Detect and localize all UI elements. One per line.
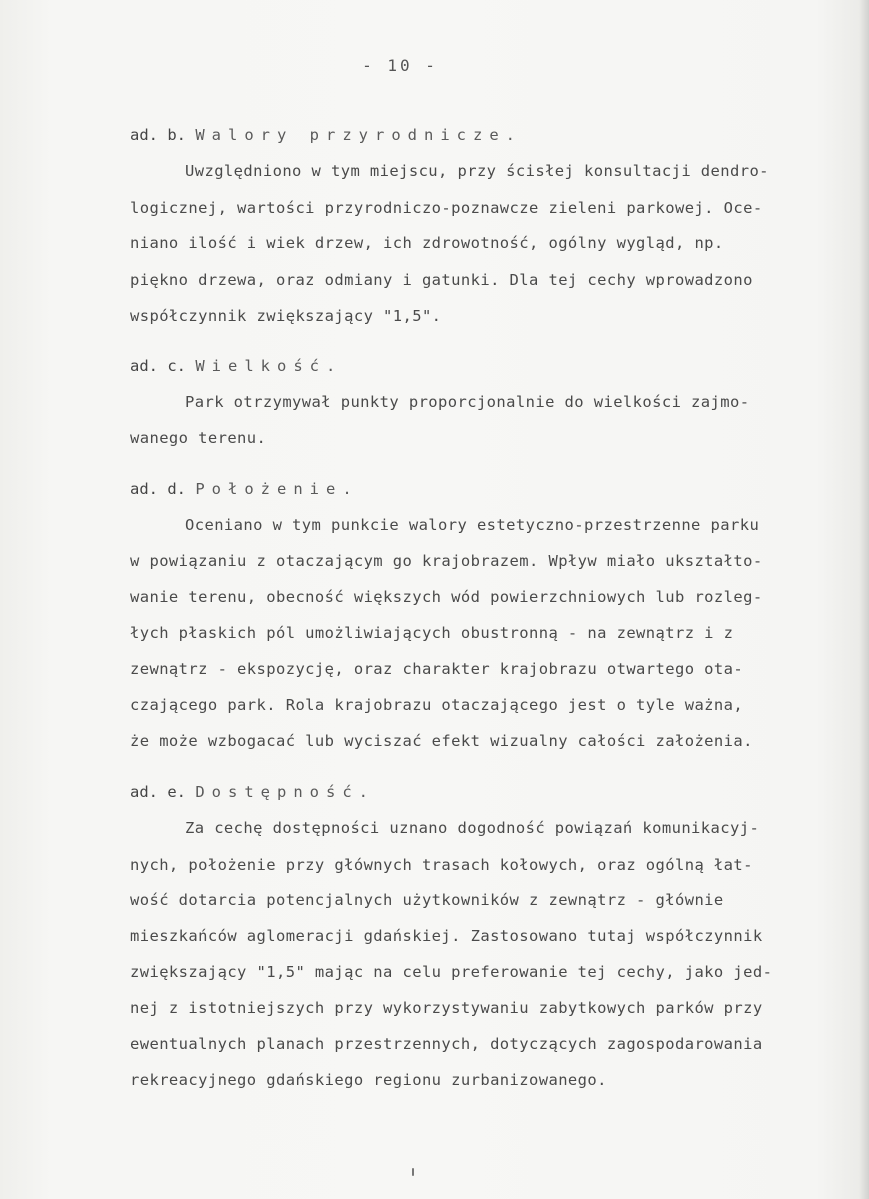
text-line: wanego terenu.: [130, 429, 267, 447]
text-line: Oceniano w tym punkcie walory estetyczno-przestrzenne parku: [185, 516, 760, 534]
text-line: ewentualnych planach przestrzennych, dotyczących zagospodarowania: [130, 1035, 763, 1053]
page-edge-shadow: [859, 0, 869, 1199]
section-heading-b: [130, 126, 522, 144]
section-heading-e: [130, 783, 375, 801]
text-line: nej z istotniejszych przy wykorzystywaniu zabytkowych parków przy: [130, 999, 763, 1017]
section-title: Walory przyrodnicze.: [195, 126, 522, 144]
text-line: że może wzbogacać lub wyciszać efekt wizualny całości założenia.: [130, 732, 753, 750]
text-line: wanie terenu, obecność większych wód powierzchniowych lub rozleg-: [130, 588, 763, 606]
section-label: ad. b.: [130, 126, 186, 144]
section-heading-d: [130, 480, 359, 498]
text-line: zwiększający "1,5" mając na celu preferowanie tej cechy, jako jed-: [130, 963, 773, 981]
section-title: Dostępność.: [195, 783, 375, 801]
text-line: nych, położenie przy głównych trasach kołowych, oraz ogólną łat-: [130, 856, 753, 874]
text-line: logicznej, wartości przyrodniczo-poznawcze zieleni parkowej. Oce-: [130, 199, 763, 217]
text-line: czającego park. Rola krajobrazu otaczającego jest o tyle ważna,: [130, 696, 744, 714]
text-line: wość dotarcia potencjalnych użytkowników z zewnątrz - głównie: [130, 891, 724, 909]
text-line: zewnątrz - ekspozycję, oraz charakter krajobrazu otwartego ota-: [130, 660, 744, 678]
page-number: - 10 -: [362, 56, 438, 75]
text-line: w powiązaniu z otaczającym go krajobrazem. Wpływ miało ukształto-: [130, 552, 763, 570]
text-line: Park otrzymywał punkty proporcjonalnie do wielkości zajmo-: [185, 393, 750, 411]
text-line: rekreacyjnego gdańskiego regionu zurbanizowanego.: [130, 1071, 607, 1089]
section-title: Położenie.: [195, 480, 359, 498]
text-line: piękno drzewa, oraz odmiany i gatunki. Dla tej cechy wprowadzono: [130, 271, 753, 289]
section-heading-c: [130, 357, 342, 375]
section-label: ad. d.: [130, 480, 186, 498]
paper-speck: [412, 1168, 414, 1176]
text-line: niano ilość i wiek drzew, ich zdrowotność, ogólny wygląd, np.: [130, 234, 724, 252]
text-line: Uwzględniono w tym miejscu, przy ścisłej konsultacji dendro-: [185, 162, 769, 180]
section-title: Wielkość.: [195, 357, 343, 375]
text-line: łych płaskich pól umożliwiających obustronną - na zewnątrz i z: [130, 624, 734, 642]
section-label: ad. c.: [130, 357, 186, 375]
section-label: ad. e.: [130, 783, 186, 801]
text-line: współczynnik zwiększający "1,5".: [130, 307, 442, 325]
text-line: Za cechę dostępności uznano dogodność powiązań komunikacyj-: [185, 819, 760, 837]
text-line: mieszkańców aglomeracji gdańskiej. Zastosowano tutaj współczynnik: [130, 927, 763, 945]
